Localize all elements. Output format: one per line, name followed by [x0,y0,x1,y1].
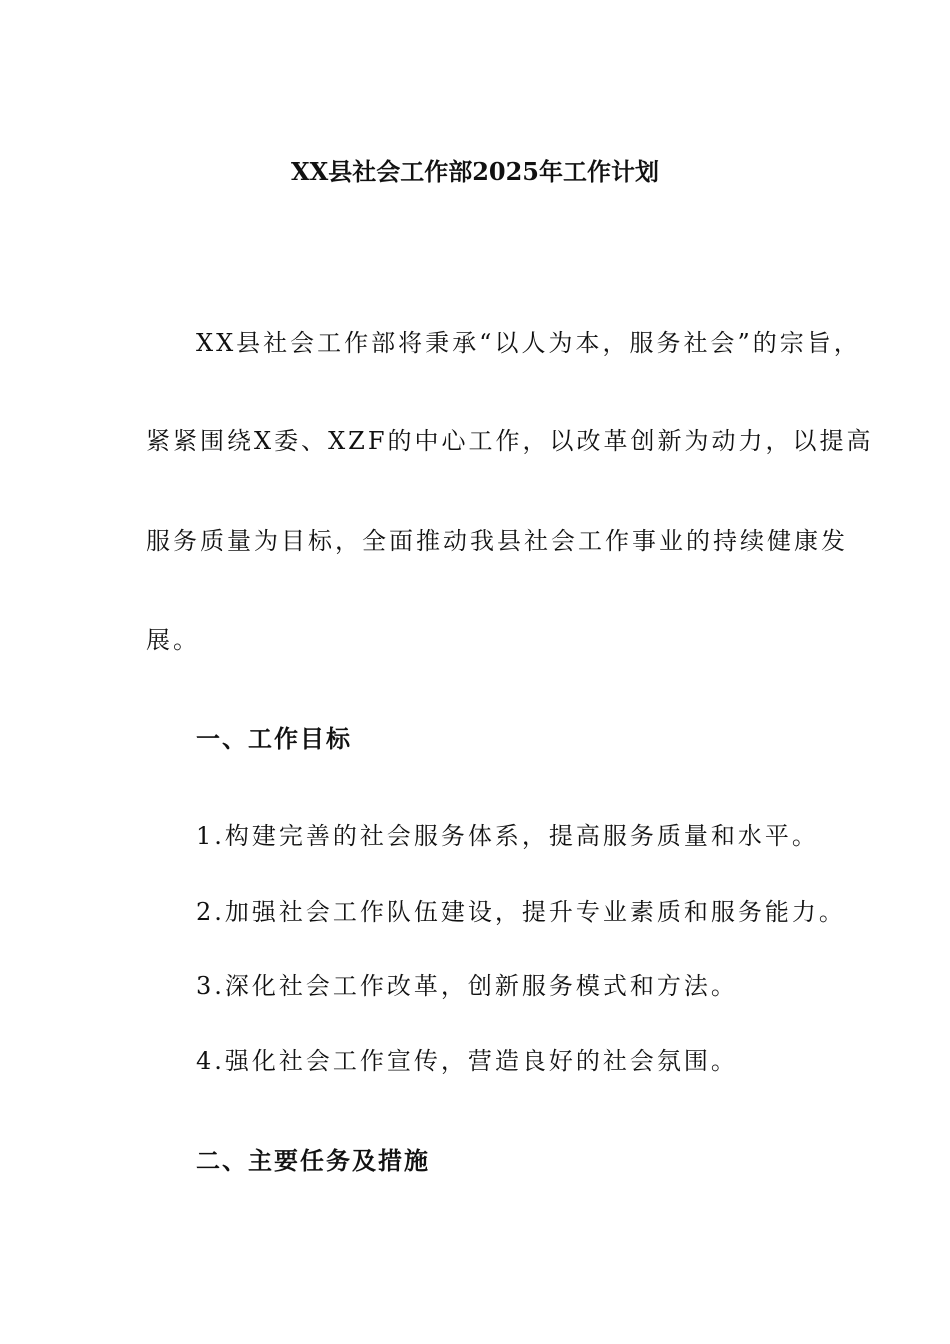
goal-item-2: 2.加强社会工作队伍建设，提升专业素质和服务能力。 [196,898,846,926]
intro-line-2: 紧紧围绕X委、XZF的中心工作，以改革创新为动力，以提高 [146,427,874,455]
goal-item-3: 3.深化社会工作改革，创新服务模式和方法。 [196,972,738,1000]
goal-item-4: 4.强化社会工作宣传，营造良好的社会氛围。 [196,1047,738,1075]
intro-line-1: XX县社会工作部将秉承“以人为本，服务社会”的宗旨， [196,329,861,357]
section-heading-tasks: 二、主要任务及措施 [196,1146,430,1175]
intro-line-4: 展。 [146,626,200,654]
intro-line-3: 服务质量为目标，全面推动我县社会工作事业的持续健康发 [146,527,848,555]
goal-item-1: 1.构建完善的社会服务体系，提高服务质量和水平。 [196,822,819,850]
section-heading-goals: 一、工作目标 [196,724,352,753]
document-title: XX县社会工作部2025年工作计划 [290,157,660,186]
